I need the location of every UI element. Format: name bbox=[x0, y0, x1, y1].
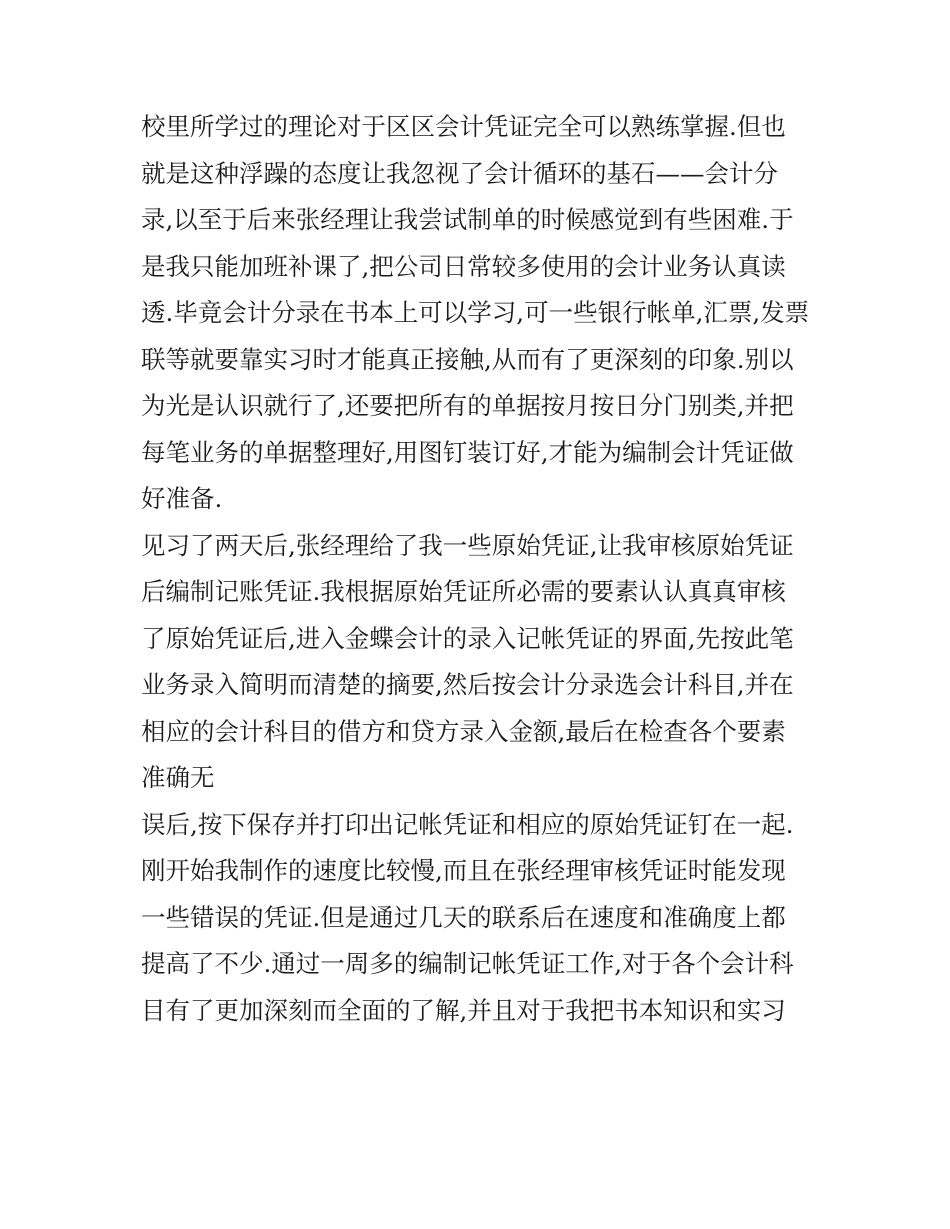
text-line-14: 相应的会计科目的借方和贷方录入金额,最后在检查各个要素 bbox=[141, 716, 786, 746]
text-line-10: 见习了两天后,张经理给了我一些原始凭证,让我审核原始凭证 bbox=[141, 530, 794, 560]
text-line-1: 校里所学过的理论对于区区会计凭证完全可以熟练掌握.但也 bbox=[141, 112, 786, 141]
text-line-18: 一些错误的凭证.但是通过几天的联系后在速度和准确度上都 bbox=[141, 902, 786, 932]
text-line-19: 提高了不少.通过一周多的编制记帐凭证工作,对于各个会计科 bbox=[141, 949, 794, 978]
text-line-5: 透.毕竟会计分录在书本上可以学习,可一些银行帐单,汇票,发票 bbox=[141, 298, 810, 327]
text-line-16: 误后,按下保存并打印出记帐凭证和相应的原始凭证钉在一起. bbox=[141, 809, 794, 839]
text-line-4: 是我只能加班补课了,把公司日常较多使用的会计业务认真读 bbox=[141, 251, 786, 281]
body-text bbox=[141, 104, 821, 1034]
text-line-17: 刚开始我制作的速度比较慢,而且在张经理审核凭证时能发现 bbox=[141, 856, 786, 885]
text-line-13: 业务录入简明而清楚的摘要,然后按会计分录选会计科目,并在 bbox=[141, 670, 794, 699]
text-line-6: 联等就要靠实习时才能真正接触,从而有了更深刻的印象.别以 bbox=[141, 344, 794, 374]
text-line-12: 了原始凭证后,进入金蝶会计的录入记帐凭证的界面,先按此笔 bbox=[141, 623, 794, 653]
text-line-15: 准确无 bbox=[141, 763, 215, 792]
text-line-3: 录,以至于后来张经理让我尝试制单的时候感觉到有些困难.于 bbox=[141, 205, 794, 234]
text-line-11: 后编制记账凭证.我根据原始凭证所必需的要素认认真真审核 bbox=[141, 577, 786, 606]
text-line-2: 就是这种浮躁的态度让我忽视了会计循环的基石——会计分 bbox=[141, 158, 778, 188]
text-line-7: 为光是认识就行了,还要把所有的单据按月按日分门别类,并把 bbox=[141, 391, 794, 420]
text-line-9: 好准备. bbox=[141, 484, 223, 513]
text-line-8: 每笔业务的单据整理好,用图钉装订好,才能为编制会计凭证做 bbox=[141, 437, 794, 467]
text-line-20: 目有了更加深刻而全面的了解,并且对于我把书本知识和实习 bbox=[141, 995, 786, 1025]
